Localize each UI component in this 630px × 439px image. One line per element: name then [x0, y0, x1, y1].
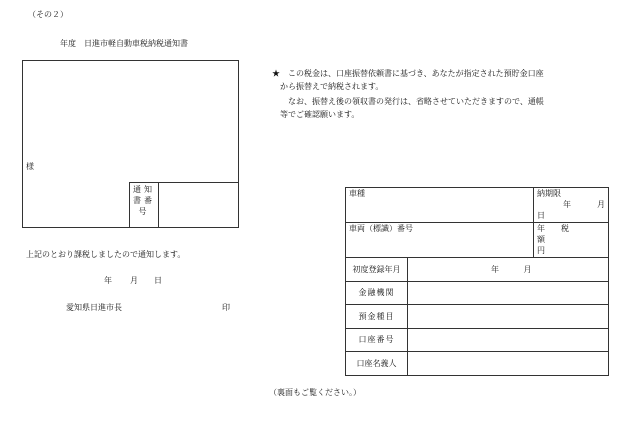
notice-number-separator [158, 182, 159, 228]
deadline-cell [534, 188, 609, 223]
first-registration-value-cell [408, 258, 609, 282]
notification-text: 上記のとおり課税しましたので通知します。 [26, 250, 186, 259]
notice-line-4: 等でご確認願います。 [280, 110, 360, 119]
bank-label-cell [346, 282, 408, 305]
issue-date-year: 年 [104, 276, 112, 285]
seal-mark: 印 [222, 303, 230, 312]
tax-info-table [345, 187, 609, 376]
issue-date-month: 月 [130, 276, 138, 285]
deadline-label: 納期限 [537, 189, 561, 198]
account-number-label-cell [346, 329, 408, 352]
first-registration-label: 初度登録年月 [352, 264, 401, 274]
star-icon: ★ [272, 69, 280, 78]
tax-amount-cell [534, 223, 609, 258]
account-type-label: 預金種目 [358, 311, 395, 321]
first-registration-month: 月 [523, 264, 532, 274]
notice-line-3: なお、振替え後の領収書の発行は、省略させていただきますので、通帳 [288, 97, 544, 106]
account-type-label-cell [346, 305, 408, 329]
account-holder-label-cell [346, 352, 408, 376]
first-registration-label-cell [346, 258, 408, 282]
deadline-year: 年 [563, 200, 571, 209]
see-reverse-note: （裏面もご覧ください。） [269, 388, 361, 397]
bank-label: 金融機関 [358, 288, 395, 298]
vehicle-type-label: 車種 [349, 189, 365, 198]
account-number-label: 口座番号 [358, 335, 395, 345]
plate-number-cell [346, 223, 534, 258]
vehicle-type-cell [346, 188, 534, 223]
notice-line-1 [272, 69, 544, 79]
account-holder-value-cell [408, 352, 609, 376]
plate-number-label: 車両（標識）番号 [349, 224, 413, 233]
account-holder-label: 口座名義人 [356, 358, 397, 368]
issue-date-day: 日 [154, 276, 162, 285]
sheet-number: （その２） [28, 10, 68, 19]
tax-amount-unit: 円 [537, 246, 545, 255]
notice-line-1-text: この税金は、口座振替依頼書に基づき、あなたが指定された預貯金口座 [288, 69, 544, 78]
notice-number-left-border [129, 182, 130, 228]
issuer-name: 愛知県日進市長 [66, 303, 122, 312]
deadline-day: 日 [537, 211, 545, 220]
bank-value-cell [408, 282, 609, 305]
document-title: 年度 日進市軽自動車税納税通知書 [60, 39, 188, 48]
honorific-sama: 様 [26, 162, 34, 171]
account-type-value-cell [408, 305, 609, 329]
address-box [22, 60, 239, 228]
notice-number-label: 通知書番号 [133, 185, 155, 216]
notice-number-divider [129, 182, 239, 183]
first-registration-year: 年 [491, 264, 499, 274]
account-number-value-cell [408, 329, 609, 352]
notice-line-2: から振替えで納税されます。 [280, 82, 384, 91]
deadline-month: 月 [597, 200, 605, 209]
tax-amount-label: 年税額 [537, 224, 585, 244]
